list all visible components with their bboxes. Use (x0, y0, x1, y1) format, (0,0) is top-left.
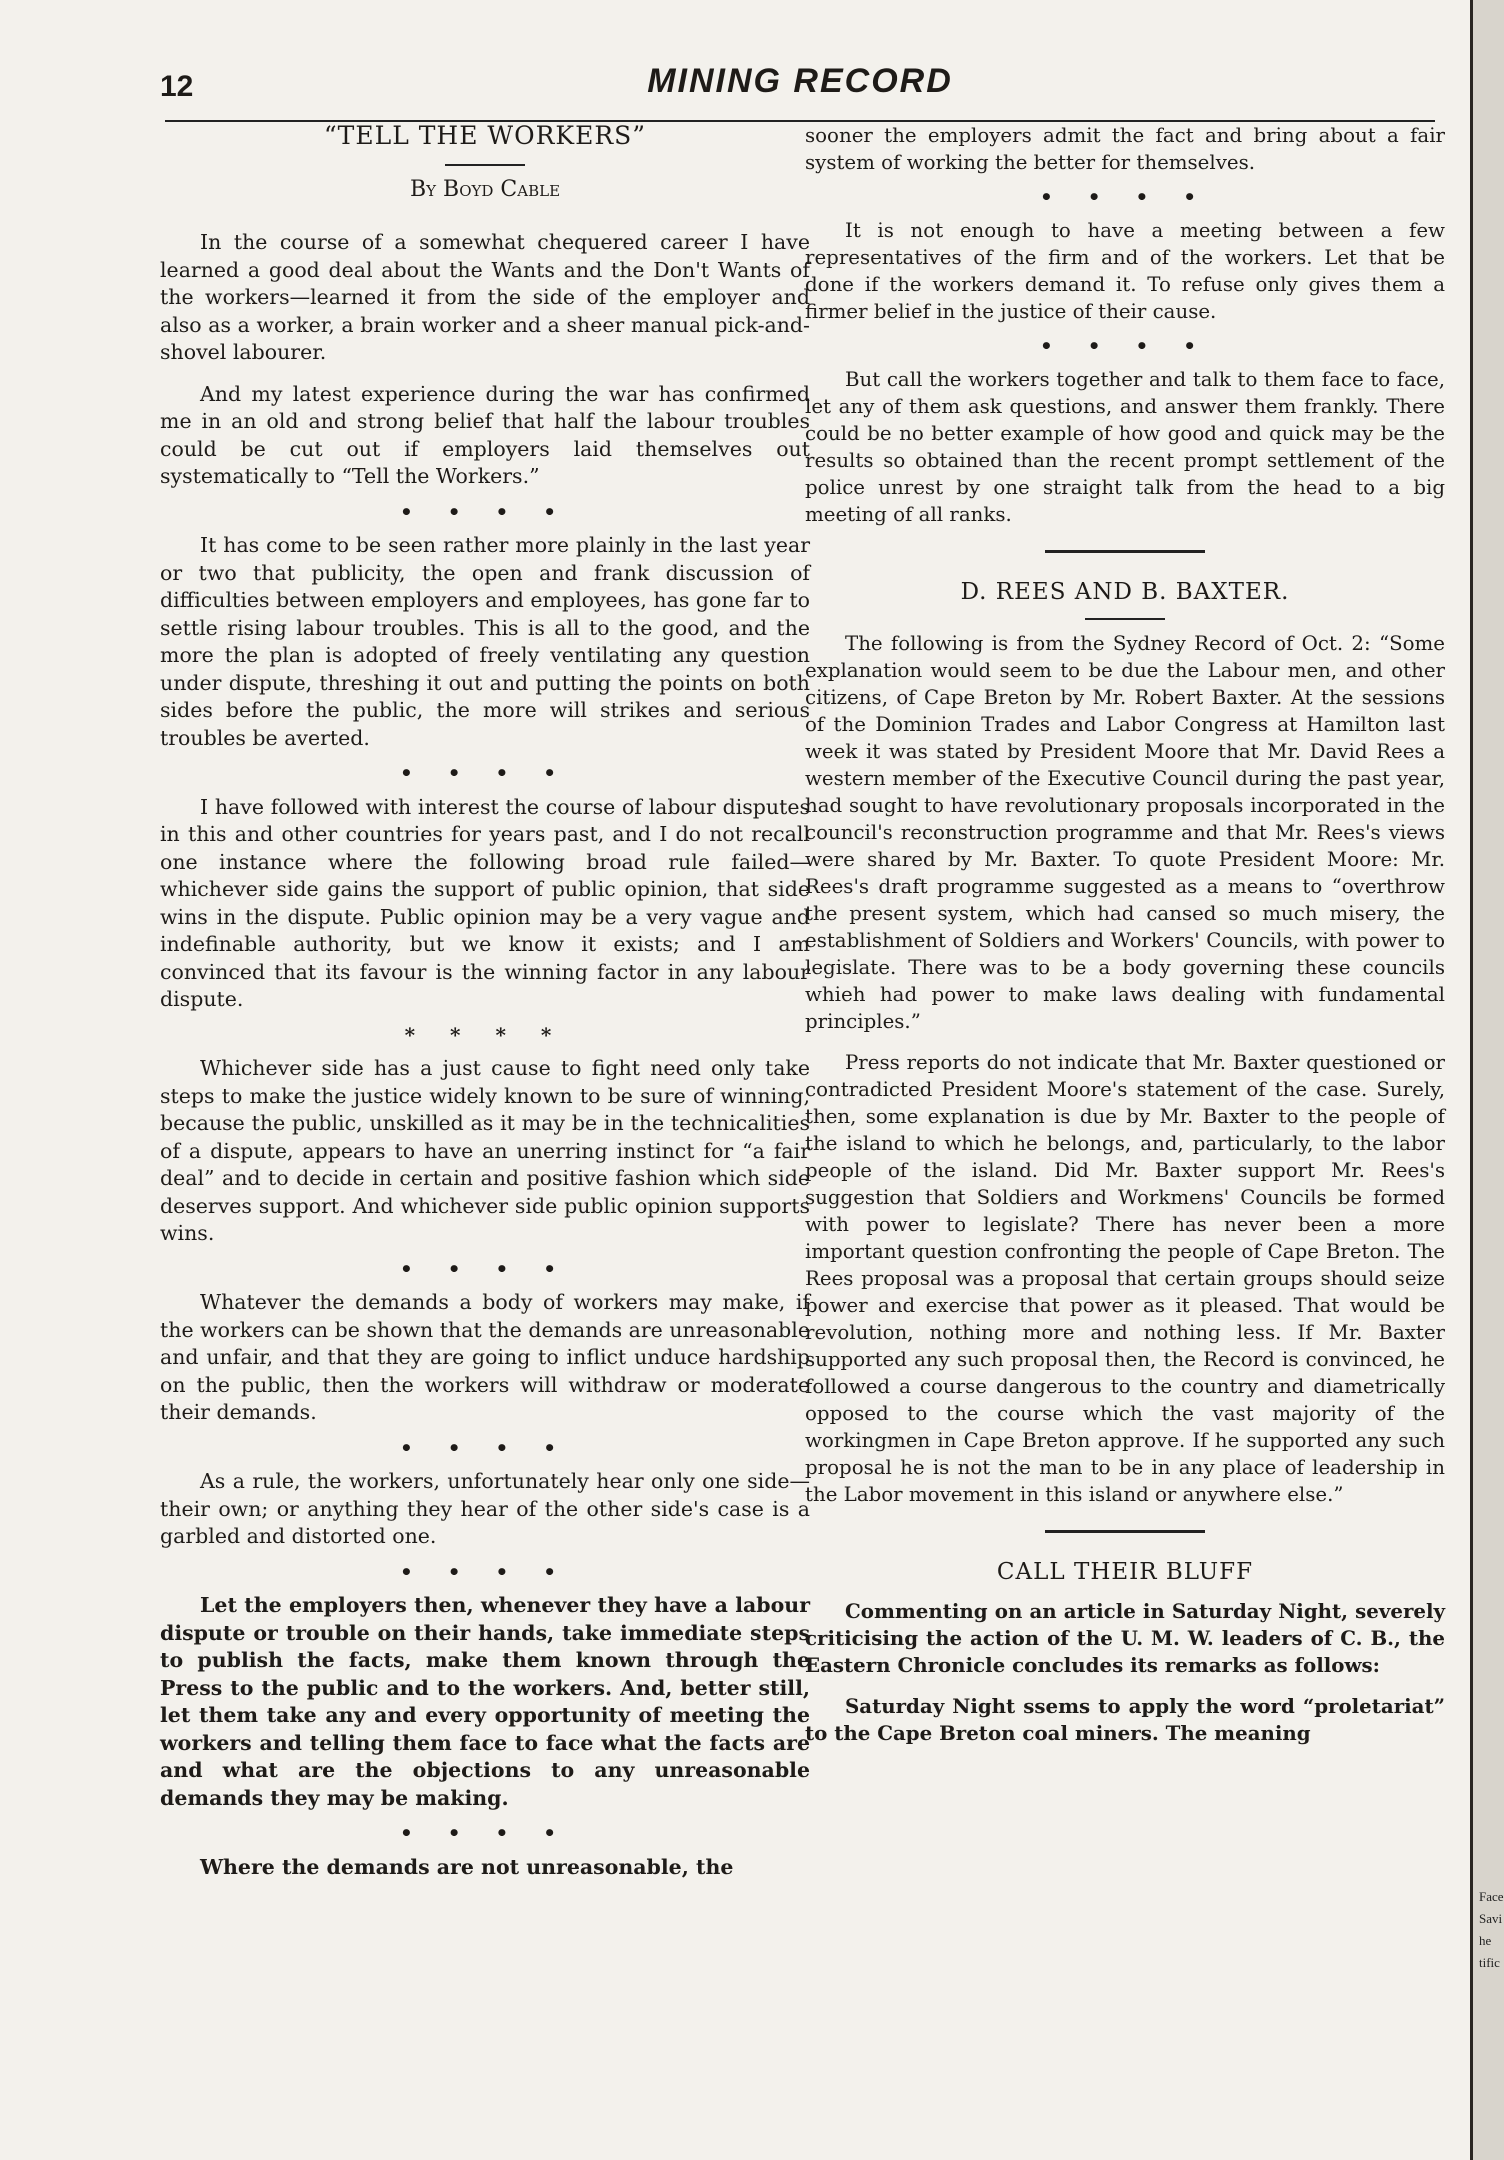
section-separator: * * * * (404, 1022, 566, 1047)
section-separator: • • • • (1039, 334, 1211, 358)
article-divider (1045, 1530, 1205, 1533)
edge-fragment: Face (1479, 1889, 1504, 1904)
section-separator: • • • • (1039, 185, 1211, 209)
paragraph: As a rule, the workers, unfortunately hear only one side—their own; or anything they hear of the other side's case is a garbled and distorted one. (160, 1469, 810, 1548)
paragraph: But call the workers together and talk to them face to face, let any of them ask questions, and answer them frankly. There could be no better example of how good and quick may be the results so obtained than the recent prompt settlement of the police unrest by one straight talk from the head to a big meeting of all ranks. (805, 368, 1445, 526)
paragraph: Press reports do not indicate that Mr. Baxter questioned or contradicted President Moore's statement of the case. Surely, then, some explanation is due by Mr. Baxter to the people of the island to which he belongs, and, particularly, to the labor people of the island. Did Mr. Baxter support Mr. Rees's suggestion that Soldiers and Workmens' Councils be formed with power to legislate? There has never been a more important question confronting the people of Cape Breton. The Rees proposal was a proposal that certain groups should seize power and exercise that power as it pleased. That would be revolution, nothing more and nothing less. If Mr. Baxter supported any such proposal then, the Record is convinced, he followed a course dangerous to the country and diametrically opposed to the course which the vast majority of the workingmen in Cape Breton approve. If he supported any such proposal he is not the man to be in any place of leadership in the Labor movement in this island or anywhere else.” (805, 1051, 1445, 1506)
page-header (160, 60, 1435, 122)
section-separator: • • • • (399, 499, 571, 524)
paragraph: In the course of a somewhat chequered career I have learned a good deal about the Wants and the Don't Wants of the workers—learned it from the side of the employer and also as a worker, a brain worker and a sheer manual pick-and-shovel labourer. (160, 230, 810, 364)
adjacent-page-edge (1470, 0, 1504, 2160)
article-divider (1045, 550, 1205, 553)
article-headline: D. REES AND B. BAXTER. (960, 579, 1290, 605)
section-separator: • • • • (399, 1435, 571, 1460)
paragraph: The following is from the Sydney Record of Oct. 2: “Some explanation would seem to be due the Labour men, and other citizens, of Cape Breton by Mr. Robert Baxter. At the sessions of the Dominion Trades and Labor Congress at Hamilton last week it was stated by President Moore that Mr. David Rees a western member of the Executive Council during the past year, had sought to have revolutionary proposals incorporated in the council's reconstruction programme and that Mr. Rees's views were shared by Mr. Baxter. To quote President Moore: Mr. Rees's draft programme suggested as a means to “overthrow the present system, which had cansed so much misery, the establishment of Soldiers and Workers' Councils, with power to legislate. There was to be a body governing these councils whieh had power to make laws dealing with fundamental principles.” (805, 632, 1445, 1033)
section-separator: • • • • (399, 1256, 571, 1281)
paragraph: It is not enough to have a meeting between a few representatives of the firm and of the workers. Let that be done if the workers demand it. To refuse only gives them a firmer belief in the justice of their cause. (805, 219, 1445, 323)
paragraph: Whichever side has a just cause to fight need only take steps to make the justice widely known to be sure of winning, because the public, unskilled as it may be in the technicalities of a dispute, appears to have an unerring instinct for “a fair deal” and to decide in certain and positive fashion which side deserves support. And whichever side public opinion supports wins. (160, 1056, 810, 1245)
paragraph: Let the employers then, whenever they have a labour dispute or trouble on their hands, take immediate steps to publish the facts, make them known through the Press to the public and to the workers. And, better still, let them take any and every opportunity of meeting the workers and telling them face to face what the facts are and what are the objections to any unreasonable demands they may be making. (160, 1593, 810, 1810)
left-column (160, 122, 810, 1895)
headline-rule (445, 164, 525, 166)
right-column (805, 122, 1445, 1761)
paragraph: Where the demands are not unreasonable, the (200, 1854, 734, 1879)
paragraph: Whatever the demands a body of workers may make, if the workers can be shown that the demands are unreasonable and unfair, and that they are going to inflict unduce hardship on the public, then the workers will withdraw or moderate their demands. (160, 1290, 810, 1424)
section-separator: • • • • (399, 1821, 571, 1845)
paragraph: Saturday Night ssems to apply the word “proletariat” to the Cape Breton coal miners. The meaning (805, 1694, 1445, 1745)
section-separator: • • • • (399, 1559, 571, 1584)
continued-paragraph: sooner the employers admit the fact and bring about a fair system of working the better for themselves. (805, 124, 1445, 174)
paragraph: I have followed with interest the course of labour disputes in this and other countries for years past, and I do not recall one instance where the following broad rule failed—whichever side gains the support of public opinion, that side wins in the dispute. Public opinion may be a very vague and indefinable authority, but we know it exists; and I am convinced that its favour is the winning factor in any labour dispute. (160, 794, 810, 1011)
edge-fragment: he (1479, 1933, 1492, 1948)
article-byline: By Boyd Cable (409, 176, 561, 202)
paragraph: Commenting on an article in Saturday Night, severely criticising the action of the U. M. W. leaders of C. B., the Eastern Chronicle concludes its remarks as follows: (805, 1599, 1445, 1677)
headline-rule (1085, 618, 1165, 620)
article-headline: “TELL THE WORKERS” (323, 121, 647, 150)
edge-fragment: Savi (1479, 1911, 1503, 1926)
masthead-title: MINING RECORD (647, 62, 953, 100)
article-headline: CALL THEIR BLUFF (996, 1559, 1254, 1585)
page-number: 12 (160, 70, 194, 103)
paragraph: It has come to be seen rather more plainly in the last year or two that publicity, the open and frank discussion of difficulties between employers and employees, has gone far to settle rising labour troubles. This is all to the good, and the more the plan is adopted of freely ventilating any question under dispute, threshing it out and putting the points on both sides before the public, the more will strikes and serious troubles be averted. (160, 533, 810, 750)
paragraph: And my latest experience during the war has confirmed me in an old and strong belief that half the labour troubles could be cut out if employers laid themselves out systematically to “Tell the Workers.” (160, 381, 810, 488)
edge-fragment: tific (1479, 1955, 1500, 1970)
section-separator: • • • • (399, 761, 571, 785)
